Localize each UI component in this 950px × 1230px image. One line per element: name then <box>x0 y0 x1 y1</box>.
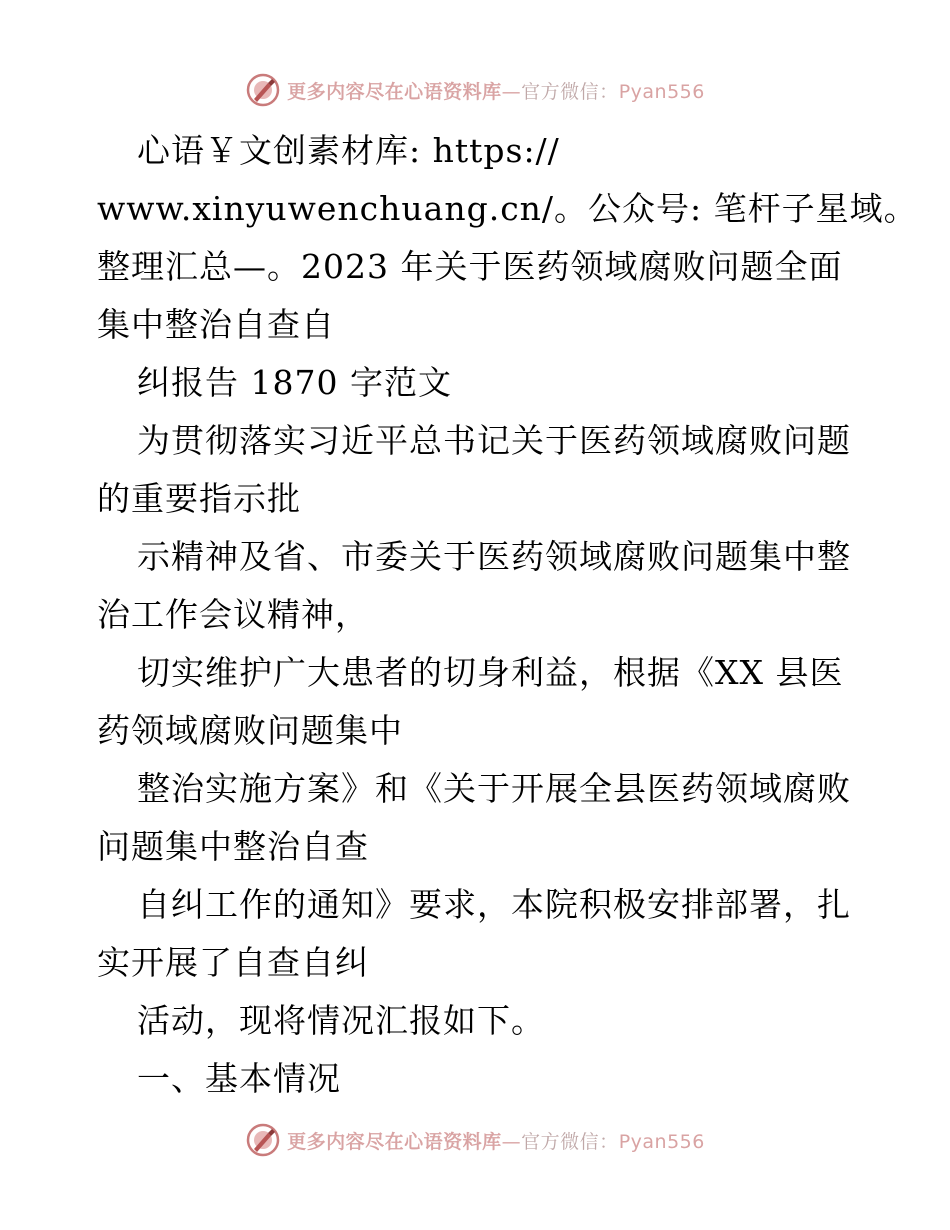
watermark-banner-bottom <box>0 1120 950 1160</box>
doc-line-14: 自纠工作的通知》要求，本院积极安排部署，扎 <box>137 885 851 924</box>
doc-line-3: 整理汇总—。2023 年关于医药领域腐败问题全面 <box>97 247 843 286</box>
doc-line-15: 实开展了自查自纠 <box>97 943 369 982</box>
doc-line-6: 为贯彻落实习近平总书记关于医药领域腐败问题 <box>137 421 851 460</box>
watermark-separator: — <box>501 80 522 103</box>
watermark-official: 官方微信： <box>521 1130 619 1153</box>
watermark-separator: — <box>501 1130 522 1153</box>
doc-line-16: 活动，现将情况汇报如下。 <box>137 1001 545 1040</box>
doc-line-1: 心语￥文创素材库: https:// <box>137 131 560 170</box>
document-body <box>97 122 918 1108</box>
watermark-promo: 更多内容尽在心语资料库 <box>287 1130 502 1153</box>
watermark-wechat-id: Pyan556 <box>618 80 705 103</box>
watermark-official: 官方微信： <box>521 80 619 103</box>
watermark-promo: 更多内容尽在心语资料库 <box>287 80 502 103</box>
doc-line-12: 整治实施方案》和《关于开展全县医药领域腐败 <box>137 769 851 808</box>
doc-line-5: 纠报告 1870 字范文 <box>137 363 452 402</box>
doc-line-7: 的重要指示批 <box>97 479 301 518</box>
doc-line-11: 药领域腐败问题集中 <box>97 711 403 750</box>
pen-logo-icon <box>245 1122 281 1158</box>
watermark-text <box>287 1127 705 1154</box>
doc-line-8: 示精神及省、市委关于医药领域腐败问题集中整 <box>137 537 851 576</box>
pen-logo-icon <box>245 72 281 108</box>
watermark-wechat-id: Pyan556 <box>618 1130 705 1153</box>
watermark-group <box>245 72 705 108</box>
doc-line-10: 切实维护广大患者的切身利益，根据《XX 县医 <box>137 653 844 692</box>
watermark-group <box>245 1122 705 1158</box>
doc-line-13: 问题集中整治自查 <box>97 827 369 866</box>
watermark-banner-top <box>0 70 950 110</box>
doc-line-17: 一、基本情况 <box>137 1059 341 1098</box>
doc-line-2: www.xinyuwenchuang.cn/。公众号: 笔杆子星域。 <box>97 189 918 228</box>
doc-line-4: 集中整治自查自 <box>97 305 335 344</box>
doc-line-9: 治工作会议精神， <box>97 595 369 634</box>
watermark-text <box>287 77 705 104</box>
